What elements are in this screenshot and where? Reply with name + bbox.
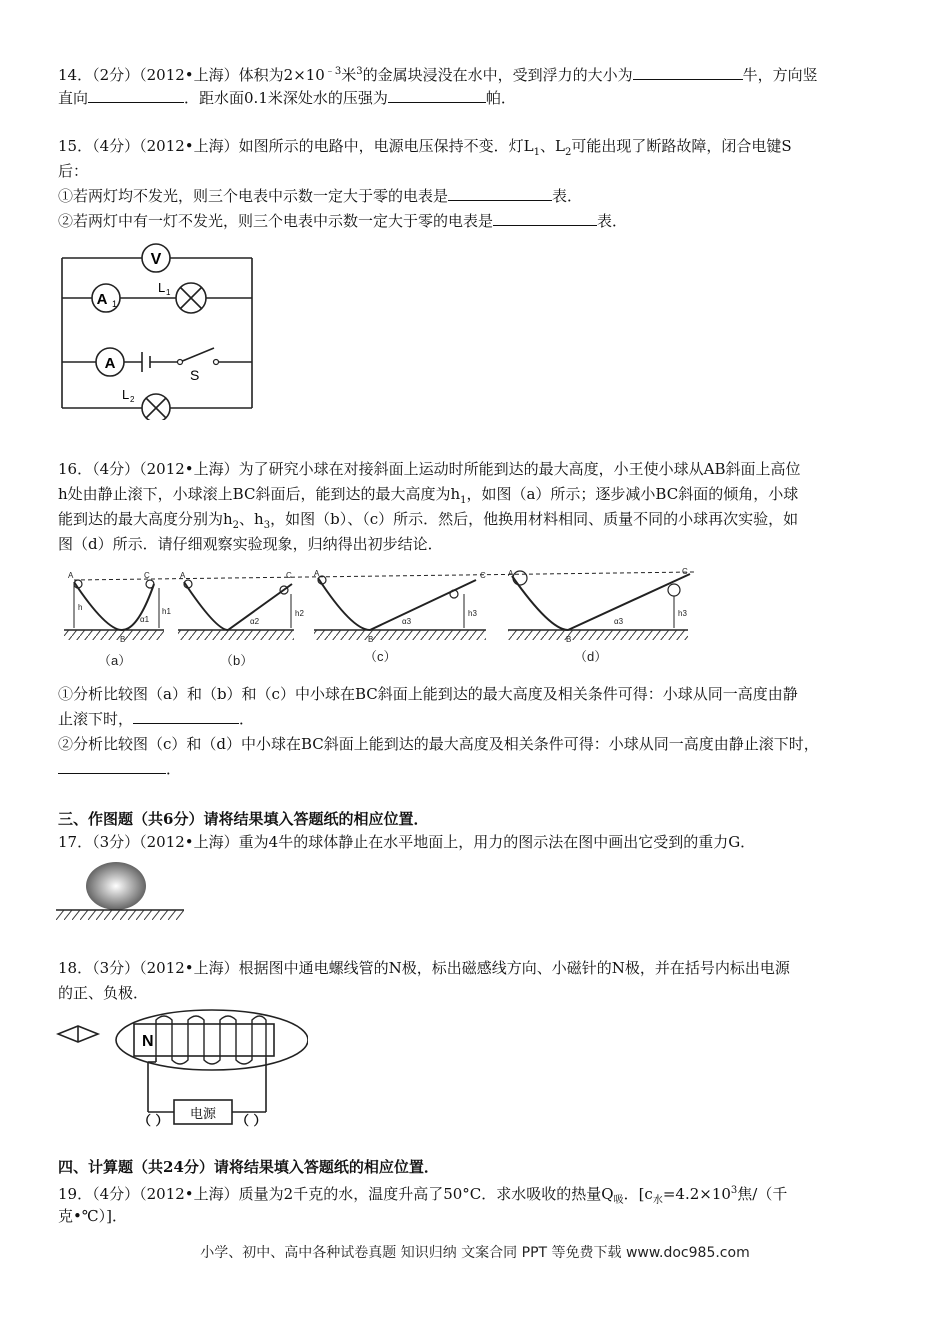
q15-text: 、L (540, 137, 565, 155)
voltmeter-label: V (150, 251, 162, 268)
point-c-label: C (480, 571, 486, 580)
power-source-label: 电源 (189, 1106, 217, 1121)
section-3-heading: 三、作图题（共6分）请将结果填入答题纸的相应位置． (58, 810, 429, 828)
q19-sub: 水 (652, 1195, 663, 1206)
q16-text: 图（d）所示．请仔细观察实验现象，归纳得出初步结论． (58, 535, 443, 553)
q16-text: 16．（4分）（2012•上海）为了研究小球在对接斜面上运动时所能到达的最大高度，小王使小球从AB斜面上高位 (58, 460, 801, 478)
point-b-label: B (566, 635, 572, 644)
q16-text: ②分析比较图（c）和（d）中小球在BC斜面上能到达的最大高度及相关条件可得：小球从同一高度由静止滚下时， (58, 735, 819, 753)
q16-line-1 (58, 459, 801, 479)
q16-text: ． (166, 760, 182, 778)
angle-label: α3 (402, 617, 412, 626)
lamp-l2-label: L (122, 387, 130, 402)
q16-line-7 (58, 734, 819, 754)
q15-text: 可能出现了断路故障，闭合电键S (571, 137, 792, 155)
figure-caption: （c） (364, 649, 397, 664)
north-pole-label: N (142, 1033, 154, 1050)
point-b-label: B (120, 635, 126, 644)
q16-text: h处由静止滚下，小球滚上BC斜面后，能到达的最大高度为h (58, 485, 461, 503)
point-b-label: B (368, 635, 374, 644)
answer-blank[interactable] (388, 88, 486, 103)
footer-note: 小学、初中、高中各种试卷真题 知识归纳 文案合同 PPT 等免费下载 www.doc985.com (200, 1245, 750, 1261)
answer-blank[interactable] (58, 759, 166, 774)
answer-blank[interactable] (133, 709, 239, 724)
lamp-l2-sub: 2 (130, 395, 135, 404)
answer-blank[interactable] (633, 65, 743, 80)
figure-caption: （b） (220, 653, 254, 668)
q15-sub: 1 (533, 147, 540, 158)
ammeter-a1-sub: 1 (112, 299, 118, 309)
q16-text: ，如图（b）、（c）所示．然后，他换用材料相同、质量不同的小球再次实验，如 (270, 510, 799, 528)
q16-line-8 (58, 759, 181, 779)
angle-label: α2 (250, 617, 260, 626)
figure-caption: （a） (98, 653, 132, 668)
q19-text: 焦/（千 (737, 1185, 788, 1203)
q14-exp: 3 (356, 66, 363, 77)
q15-text: 15．（4分）（2012•上海）如图所示的电路中，电源电压保持不变．灯L (58, 137, 534, 155)
lamp-l1-label: L (158, 280, 166, 295)
answer-blank[interactable] (448, 186, 552, 201)
q16-text: 能到达的最大高度分别为h (58, 510, 233, 528)
q16-sub: 2 (232, 520, 240, 531)
point-c-label: C (286, 571, 292, 580)
ball-shape (86, 862, 146, 910)
q15-text: 后： (58, 162, 89, 180)
answer-blank[interactable] (493, 211, 597, 226)
q18-line-2: 的正、负极． (58, 984, 149, 1002)
q14-exp: ﹣3 (324, 66, 342, 77)
point-a-label: A (180, 571, 186, 580)
solenoid-figure (56, 1006, 308, 1130)
q14-text: 米 (341, 66, 357, 84)
answer-blank[interactable] (88, 88, 184, 103)
q16-text: ①分析比较图（a）和（b）和（c）中小球在BC斜面上能到达的最大高度及相关条件可得：小球从同一高度由静 (58, 685, 798, 703)
q16-line-3 (58, 509, 798, 536)
q14-text: 直向 (58, 89, 89, 107)
point-a-label: A (314, 569, 320, 578)
q15-sub: 2 (564, 147, 572, 158)
q14-line-1 (58, 62, 818, 85)
q16-text: ，如图（a）所示；逐步减小BC斜面的倾角，小球 (466, 485, 799, 503)
q15-text: ①若两灯均不发光，则三个电表中示数一定大于零的电表是 (58, 187, 449, 205)
q16-line-2 (58, 484, 798, 511)
angle-label: α3 (614, 617, 624, 626)
q15-line-1 (58, 136, 792, 163)
q19-line-2: 克•℃）]． (58, 1207, 127, 1225)
q16-text: ． (239, 710, 255, 728)
q19-text: ．[c (623, 1185, 653, 1203)
figure-caption: （d） (574, 649, 608, 664)
q14-text: 的金属块浸没在水中，受到浮力的大小为 (362, 66, 633, 84)
q16-line-6 (58, 709, 254, 729)
power-right-bracket[interactable]: （ ） (236, 1114, 267, 1129)
height-label: h3 (468, 609, 477, 618)
q15-line-3 (58, 186, 582, 206)
q16-sub: 1 (460, 495, 467, 506)
height-label: h2 (295, 609, 304, 618)
section-4-heading: 四、计算题（共24分）请将结果填入答题纸的相应位置． (58, 1158, 439, 1176)
q19-sub: 吸 (613, 1195, 624, 1206)
q15-line-2 (58, 161, 88, 181)
q14-text: 牛，方向竖 (742, 66, 818, 84)
q14-text: 14．（2分）（2012•上海）体积为2×10 (58, 66, 325, 84)
q19-text: =4.2×10 (662, 1185, 731, 1203)
incline-figures (56, 566, 706, 674)
point-c-label: C (144, 571, 150, 580)
q16-sub: 3 (263, 520, 271, 531)
ammeter-a-label: A (104, 355, 116, 372)
angle-label: α1 (140, 615, 150, 624)
q15-text: 表． (552, 187, 583, 205)
q14-text: 帕． (485, 89, 516, 107)
q16-text: 、h (239, 510, 264, 528)
lamp-l1-sub: 1 (166, 288, 171, 297)
point-a-label: A (68, 571, 74, 580)
q16-line-5 (58, 684, 798, 704)
q17-line: 17．（3分）（2012•上海）重为4牛的球体静止在水平地面上，用力的图示法在图中画出它受到的重力G． (58, 833, 756, 851)
q15-text: ②若两灯中有一灯不发光，则三个电表中示数一定大于零的电表是 (58, 212, 494, 230)
q16-line-4 (58, 534, 443, 554)
height-label: h3 (678, 609, 687, 618)
q16-text: 止滚下时， (58, 710, 134, 728)
q19-text: 19．（4分）（2012•上海）质量为2千克的水，温度升高了50°C．求水吸收的热量Q (58, 1185, 614, 1203)
height-h-label: h (78, 603, 83, 612)
q19-line-1 (58, 1181, 787, 1211)
circuit-diagram (56, 240, 266, 420)
power-left-bracket[interactable]: （ ） (138, 1114, 169, 1129)
q14-line-2 (58, 88, 516, 108)
q18-line-1: 18．（3分）（2012•上海）根据图中通电螺线管的N极，标出磁感线方向、小磁针的N极，并在括号内标出电源 (58, 959, 790, 977)
q14-text: ．距水面0.1米深处水的压强为 (184, 89, 388, 107)
q15-line-4 (58, 211, 627, 231)
height-label: h1 (162, 607, 171, 616)
point-c-label: C (682, 567, 688, 576)
switch-label: S (190, 367, 200, 383)
q19-exp: 3 (730, 1185, 738, 1196)
ammeter-a1-label: A (96, 291, 108, 308)
point-a-label: A (508, 569, 514, 578)
ball-figure (56, 860, 188, 922)
q15-text: 表． (597, 212, 628, 230)
